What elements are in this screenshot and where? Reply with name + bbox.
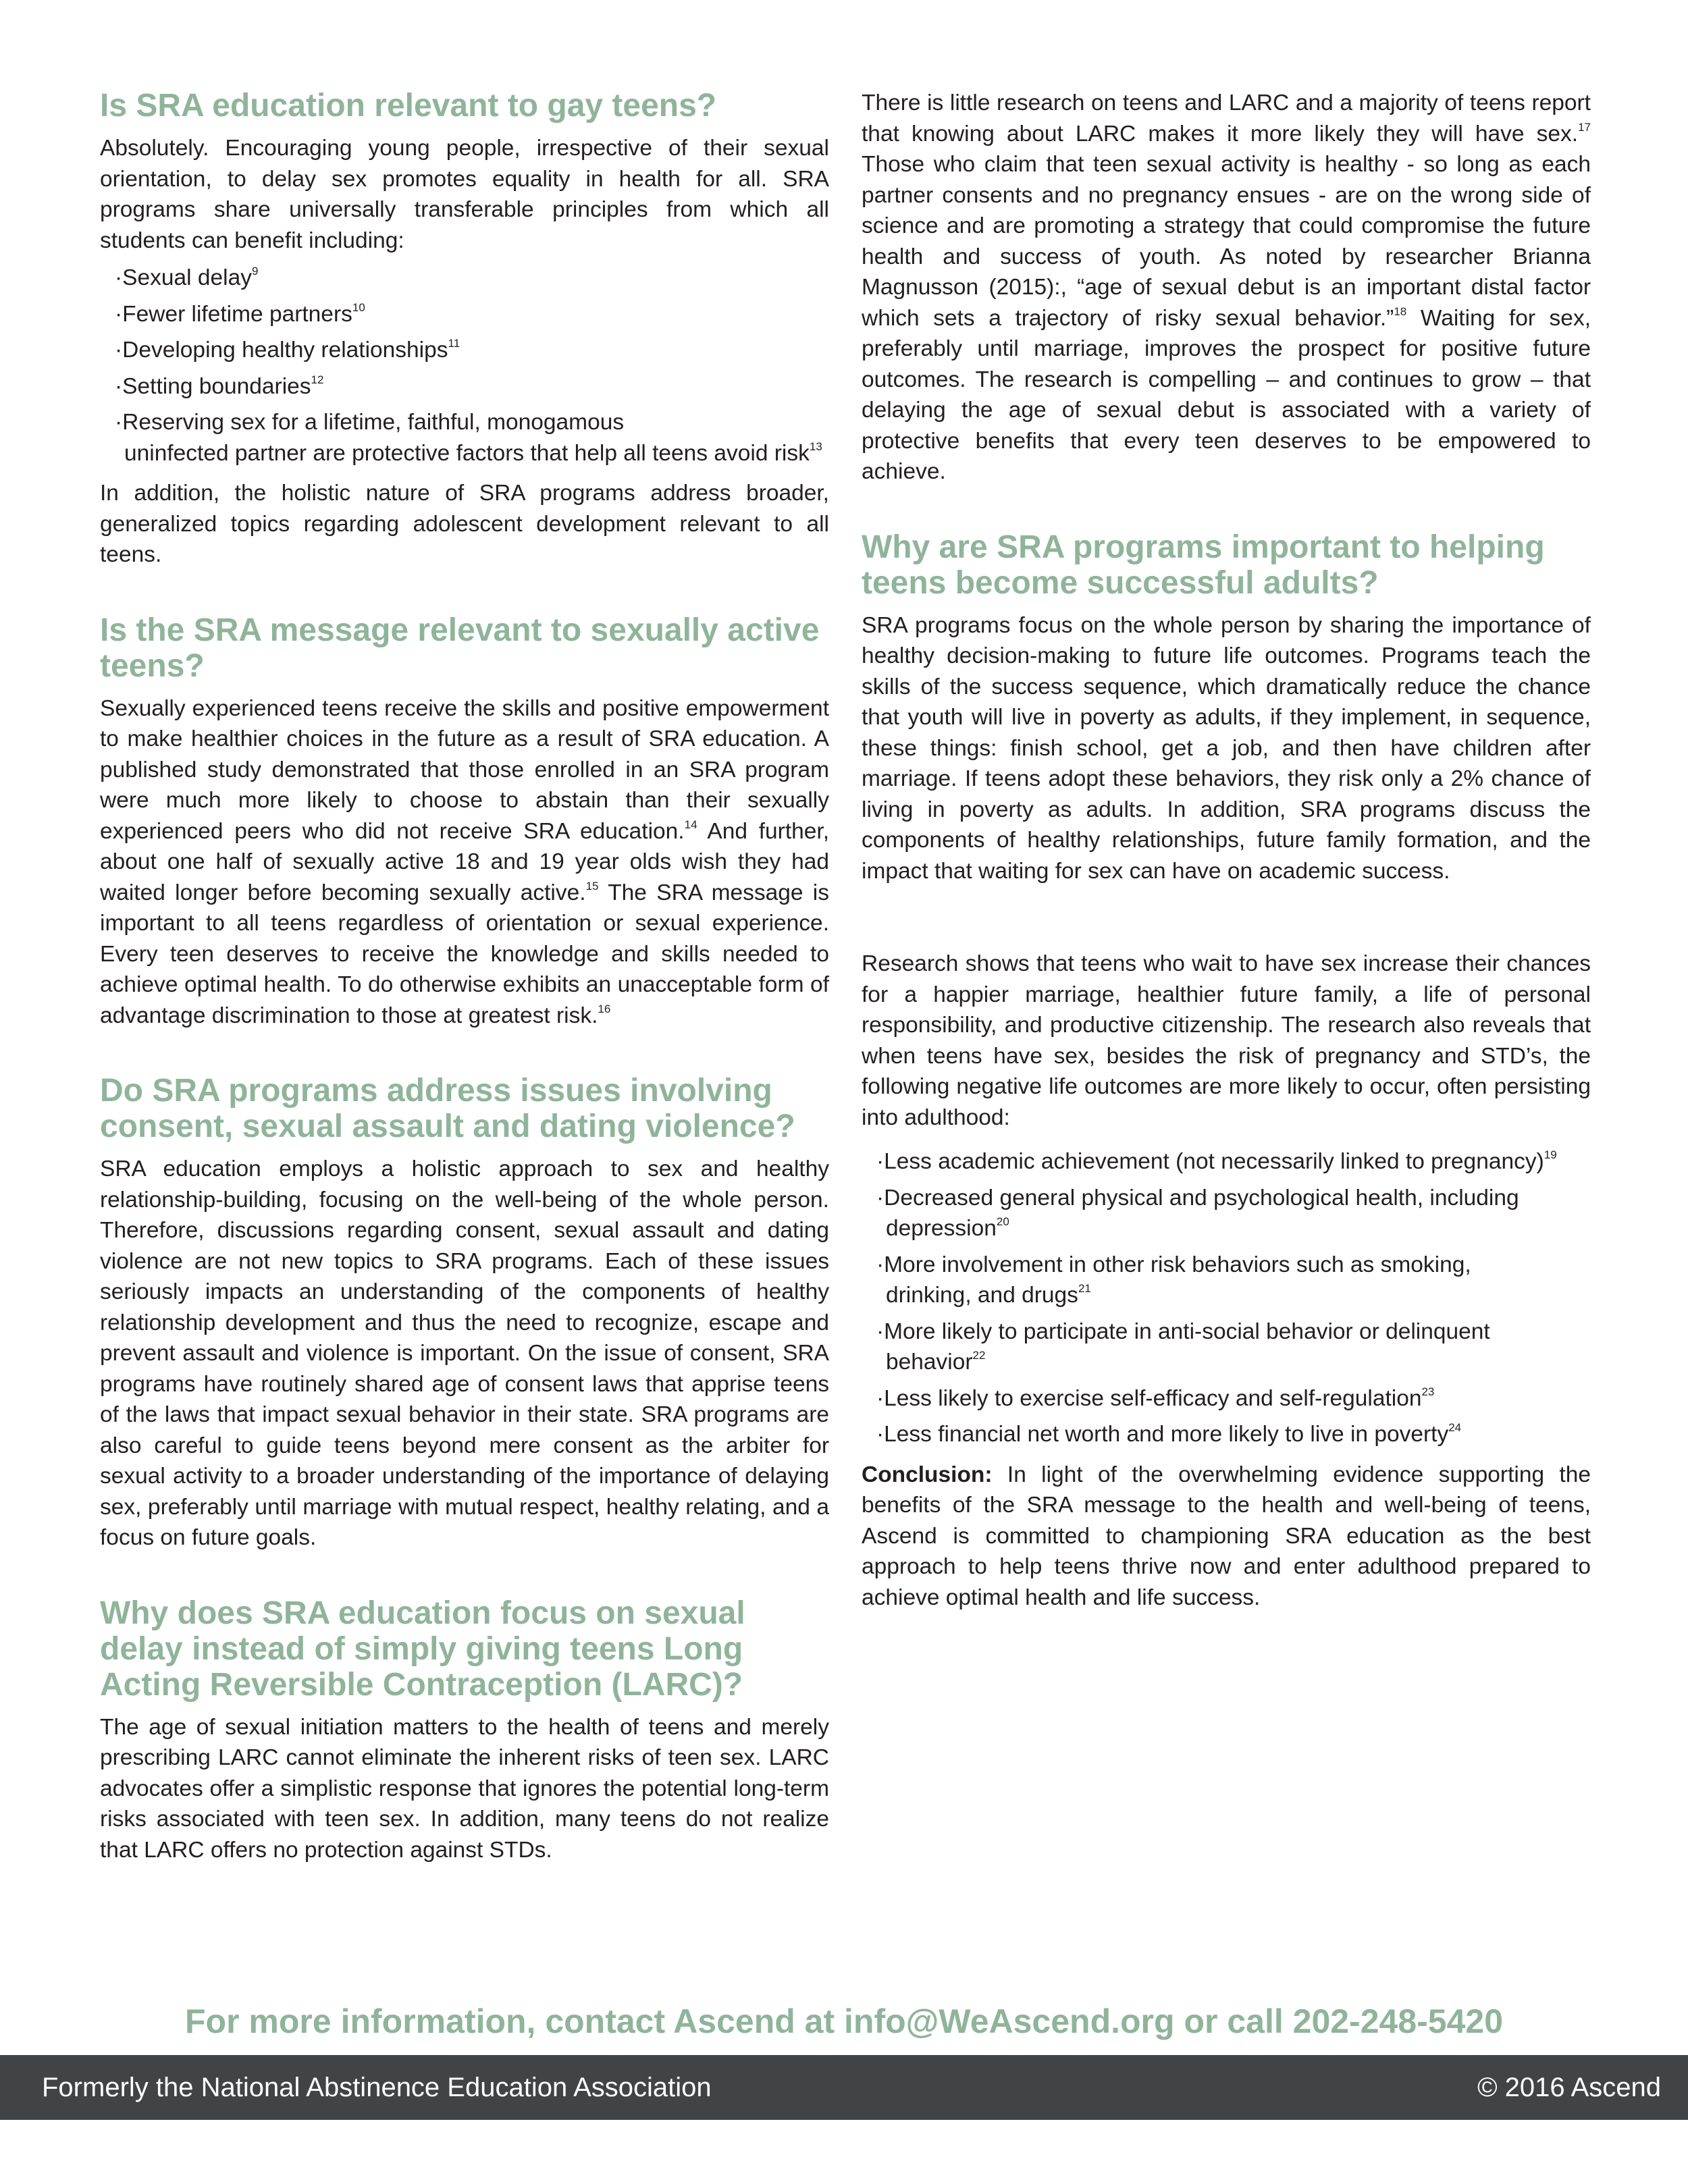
- heading-larc: Why does SRA education focus on sexual delay instead of simply giving teens Long Acting Reversible Contraception (LARC)?: [100, 1595, 745, 1703]
- paragraph-consent: SRA education employs a holistic approach to sex and healthy relationship-building, focusing on the well-being of the whole person. Therefore, discussions regarding consent, sexual assault and dating violence are not new topics to SRA programs. Each of these issues seriously impacts an understanding of the components of healthy relationship development and thus the need to recognize, escape and prevent assault and violence is important. On the issue of consent, SRA programs have routinely shared age of consent laws that apprise teens of the laws that impact sexual behavior in their state. SRA programs are also careful to guide teens beyond mere consent as the arbiter for sexual activity to a broader understanding of the importance of delaying sex, preferably until marriage with mutual respect, healthy relating, and a focus on future goals.: [100, 1156, 829, 1550]
- paragraph-larc: The age of sexual initiation matters to the health of teens and merely prescribing LARC cannot eliminate the inherent risks of teen sex. LARC advocates offer a simplistic response that ignores the potential long-term risks associated with teen sex. In addition, many teens do not realize that LARC offers no protection against STDs.: [100, 1714, 829, 1863]
- list-item: ·Less likely to exercise self-efficacy and self-regulation$^{23}$: [876, 1385, 1435, 1411]
- list-item: ·Decreased general physical and psychological health, including depression$^{20}$: [876, 1185, 1519, 1241]
- principles-list: [100, 263, 829, 469]
- footer-bar: [0, 2055, 1688, 2120]
- right-column: [862, 88, 1591, 1613]
- formerly-text: Formerly the National Abstinence Education Association: [42, 2073, 712, 2102]
- paragraph-larc-research: There is little research on teens and LARC and a majority of teens report that knowing about LARC makes it more likely they will have sex.$^{17}$ Those who claim that teen sexual activity is healthy - so long as each partner consents and no pregnancy ensues - are on the wrong side of science and are promoting a strategy that could compromise the future health and success of youth. As noted by researcher Brianna Magnusson (2015):, “age of sexual debut is an important distal factor which sets a trajectory of risky sexual behavior.”$^{18}$ Waiting for sex, preferably until marriage, improves the prospect for positive future outcomes. The research is compelling – and continues to grow – that delaying the age of sexual debut is associated with a variety of protective benefits that every teen deserves to be empowered to achieve.: [862, 90, 1591, 484]
- list-item: ·Sexual delay$^9$: [115, 265, 259, 290]
- heading-gay-teens: Is SRA education relevant to gay teens?: [100, 88, 717, 124]
- list-item: ·More involvement in other risk behaviors such as smoking, drinking, and drugs$^{21}$: [876, 1252, 1471, 1308]
- list-item: ·Less financial net worth and more likely to live in poverty$^{24}$: [876, 1421, 1462, 1447]
- list-item: ·Developing healthy relationships$^{11}$: [115, 337, 460, 363]
- paragraph-success-sequence: SRA programs focus on the whole person by sharing the importance of healthy decision-making to future life outcomes. Programs teach the skills of the success sequence, which dramatically reduce the chance that youth will live in poverty as adults, if they implement, in sequence, these things: finish school, get a job, and then have children after marriage. If teens adopt these behaviors, they risk only a 2% chance of living in poverty as adults. In addition, SRA programs discuss the components of healthy relationships, future family formation, and the impact that waiting for sex can have on academic success.: [862, 612, 1591, 884]
- list-item: ·Fewer lifetime partners$^{10}$: [115, 300, 365, 327]
- copyright-text: © 2016 Ascend: [1477, 2073, 1661, 2102]
- list-item: ·Setting boundaries$^{12}$: [115, 373, 324, 399]
- paragraph-conclusion: Conclusion: In light of the overwhelming evidence supporting the benefits of the SRA message to the health and well-being of teens, Ascend is committed to championing SRA education as the best approach to help teens thrive now and enter adulthood prepared to achieve optimal health and life success.: [862, 1462, 1591, 1610]
- heading-sexually-active: Is the SRA message relevant to sexually active teens?: [100, 612, 820, 684]
- contact-line: For more information, contact Ascend at info@WeAscend.org or call 202-248-5420: [184, 2002, 1504, 2040]
- list-item: ·Reserving sex for a lifetime, faithful, monogamous uninfected partner are protective factors that help all teens avoid risk$^{13}$: [115, 410, 822, 466]
- paragraph-sexually-active: Sexually experienced teens receive the skills and positive empowerment to make healthier choices in the future as a result of SRA education. A published study demonstrated that those enrolled in an SRA program were much more likely to choose to abstain than their sexually experienced peers who did not receive SRA education.$^{14}$ And further, about one half of sexually active 18 and 19 year olds wish they had waited longer before becoming sexually active.$^{15}$ The SRA message is important to all teens regardless of orientation or sexual experience. Every teen deserves to receive the knowledge and skills needed to achieve optimal health. To do otherwise exhibits an unacceptable form of advantage discrimination to those at greatest risk.$^{16}$: [100, 695, 829, 1028]
- list-item: ·More likely to participate in anti-social behavior or delinquent behavior$^{22}$: [876, 1319, 1490, 1375]
- paragraph-research-shows: Research shows that teens who wait to have sex increase their chances for a happier marriage, healthier future family, a life of personal responsibility, and productive citizenship. The research also reveals that when teens have sex, besides the risk of pregnancy and STD’s, the following negative life outcomes are more likely to occur, often persisting into adulthood:: [862, 951, 1591, 1130]
- heading-consent: Do SRA programs address issues involving consent, sexual assault and dating violence?: [100, 1073, 795, 1144]
- left-column: [100, 88, 829, 1865]
- heading-successful-adults: Why are SRA programs important to helping teens become successful adults?: [862, 529, 1545, 601]
- list-item: ·Less academic achievement (not necessarily linked to pregnancy)$^{19}$: [876, 1148, 1557, 1174]
- paragraph-gay-teens-outro: In addition, the holistic nature of SRA programs address broader, generalized topics regarding adolescent development relevant to all teens.: [100, 481, 829, 567]
- paragraph-gay-teens-intro: Absolutely. Encouraging young people, irrespective of their sexual orientation, to delay sex promotes equality in health for all. SRA programs share universally transferable principles from which all students can benefit including:: [100, 136, 829, 253]
- outcomes-list: [862, 1146, 1591, 1450]
